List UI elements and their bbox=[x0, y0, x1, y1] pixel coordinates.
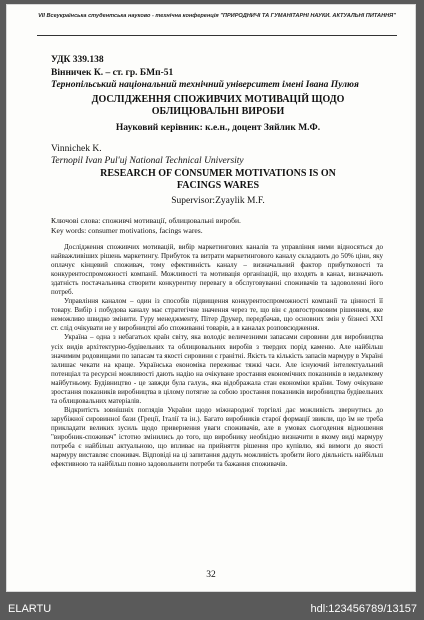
conference-header: VII Всеукраїнська студентська науково - технічна конференція "ПРИРОДНИЧІ ТА ГУМАНІТАРНІ НАУКИ. АКТУАЛЬНІ ПИТАННЯ" bbox=[38, 13, 396, 19]
author-en: Vinnichek K. bbox=[51, 144, 102, 154]
author-uk: Вінничек К. – ст. гр. БМп-51 bbox=[51, 68, 174, 78]
paragraph-3: Україна – одна з небагатьох країн світу, яка володіє величезними запасами сировини для виробництва усіх видів архітектурно-будівельних та облицювальних виробів з твердих порід каменю. Але найбільш значимим родовищами по запасам та якості сировини є гранітні. Якість та кількість запасів мармуру в Україні залишає чекати на краще. Українська економіка переживає тяжкі часи. Але існуючий інтелектуальний потенціал та ресурсні можливості дають надію на очікуване зростання економічних показників в недалекому майбутньому. Будівництво - це завжди була галузь, яка відображала стан економіки країни. Тому очікуване зростання показників виробництва в цілому потягне за собою зростання показників виробництва будівельних та облицювальних матеріалів. bbox=[51, 333, 383, 405]
paragraph-4: Відкритість зовнішніх поглядів України щодо міжнародної торгівлі дає можливість звернутись до зарубіжної сировинної бази (Греції, Італії та ін.). Багато виробників старої формації звикли, що їм не треба прикладати великих зусиль щодо привернення уваги споживачів, але в умовах сьогодення відношення "виробник-споживач" істотно змінились до того, що виробнику необхідно визначити в якому виді мармуру потреба є найбільш актуальною, що впливає на прийняття рішення про купівлю, які вимоги до якості мармуру виставляє споживач. Відповіді на ці запитання дадуть можливість зробити його діяльність найбільш ефективною та найбільш повно задовольнити потреби та бажання споживачів. bbox=[51, 405, 383, 469]
paragraph-2: Управління каналом – один із способів підвищення конкурентоспроможності компанії та цінності її товару. Вибір і побудова каналу має стратегічне значення через те, що він є довгостроковим рішенням, яке неможливо швидко змінити. Гуру менеджменту, Пітер Друкер, передбачав, що основних змін у бізнесі XXI ст. слід очікувати не у виробництві або споживанні товарів, а в каналах розповсюдження. bbox=[51, 297, 383, 333]
title-en: RESEARCH OF CONSUMER MOTIVATIONS IS ON FACINGS WARES bbox=[100, 168, 336, 191]
keywords-en: Key words: consumer motivations, facings wares. bbox=[51, 225, 203, 235]
affiliation-en: Ternopil Ivan Pul'uj National Technical University bbox=[51, 156, 244, 166]
supervisor-uk: Науковий керівник: к.е.н., доцент Зяйлик М.Ф. bbox=[115, 123, 321, 133]
document-page bbox=[6, 4, 416, 592]
body-text bbox=[51, 243, 383, 469]
keywords-block bbox=[51, 216, 241, 235]
paragraph-1: Дослідження споживчих мотивацій, вибір маркетингових каналів та управління ними відносяться до найважливіших рішень маркетингу. Прибуток та витрати маркетингового каналу складають до 50% ціни, яку оплачує кінцевий споживач, тому ефективність каналу – визначальний фактор прибутковості та конкурентоспроможності компанії. Можливості та мотивація організацій, що входять в канал, визначають здатність постачальника створити конкурентну перевагу в обслуговуванні споживачів та задоволенні його потреб. bbox=[51, 243, 383, 297]
footer-repository-label: ELARTU bbox=[8, 603, 52, 615]
keywords-uk: Ключові слова: споживчі мотивації, облицювальні вироби. bbox=[51, 216, 241, 225]
supervisor-en: Supervisor:Zyaylik M.F. bbox=[171, 196, 265, 206]
page-number: 32 bbox=[206, 570, 216, 580]
header-rule bbox=[37, 35, 397, 36]
title-uk: ДОСЛІДЖЕННЯ СПОЖИВЧИХ МОТИВАЦІЙ ЩОДО ОБЛИЦЮВАЛЬНІ ВИРОБИ bbox=[91, 94, 345, 117]
udc-code: УДК 339.138 bbox=[51, 55, 104, 65]
affiliation-uk: Тернопільський національний технічний університет імені Івана Пулюя bbox=[51, 80, 359, 90]
footer-handle: hdl:123456789/13157 bbox=[310, 603, 417, 615]
